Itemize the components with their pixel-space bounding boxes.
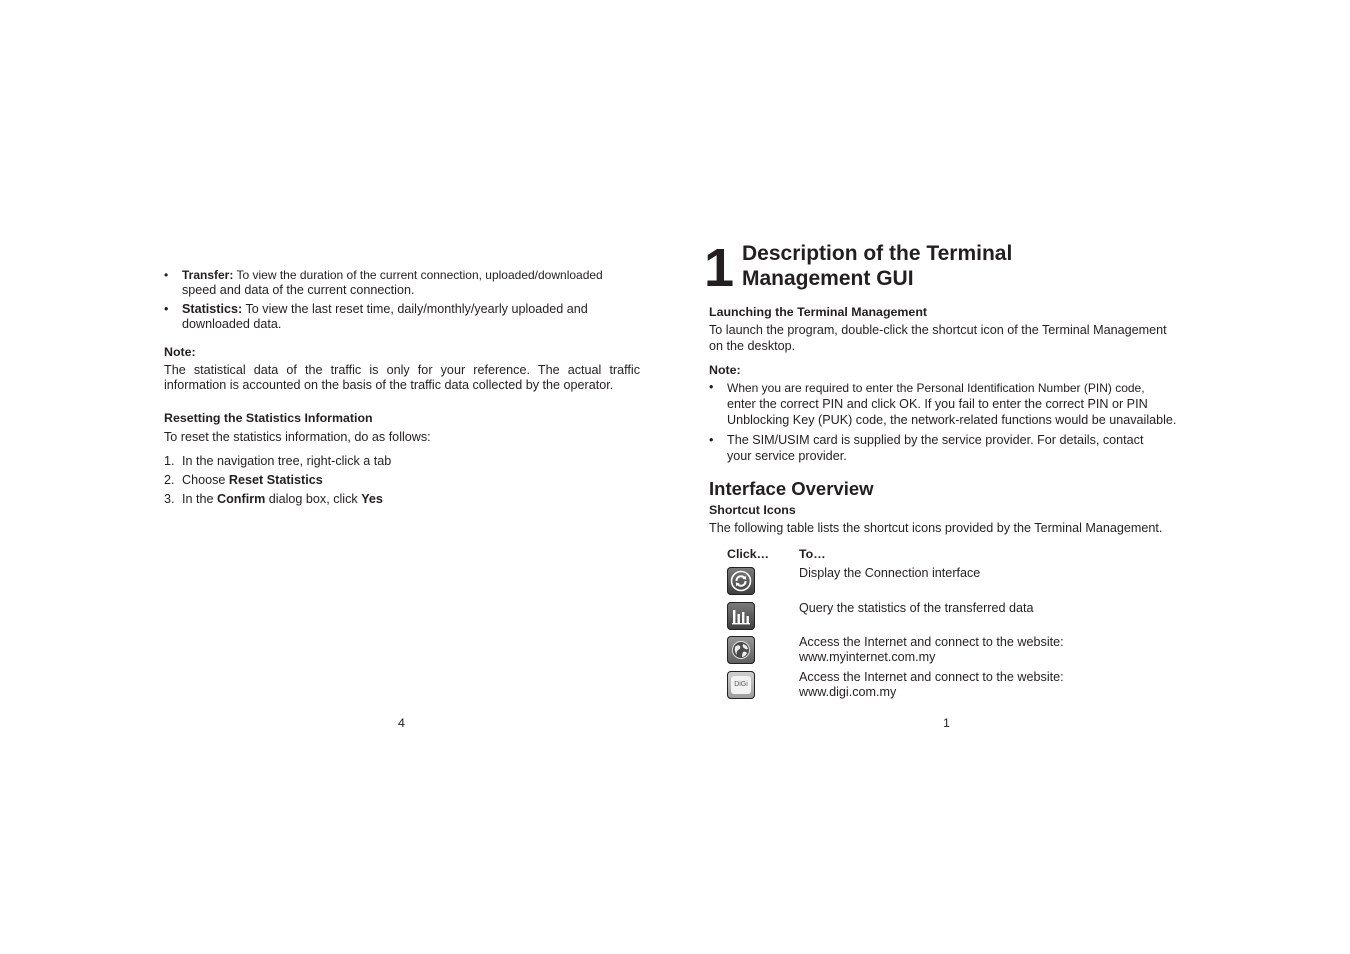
note-bullet-line3: Unblocking Key (PUK) code, the network-related functions would be unavailable. bbox=[727, 413, 1177, 427]
bullet-text: To view the last reset time, daily/monthly/yearly uploaded and bbox=[242, 302, 588, 316]
bullet-text-line2: speed and data of the current connection. bbox=[182, 283, 415, 297]
note-label: Note: bbox=[709, 363, 741, 377]
reset-intro: To reset the statistics information, do as follows: bbox=[164, 430, 431, 444]
bullet-text-line2: downloaded data. bbox=[182, 317, 282, 331]
row-text-line1: Access the Internet and connect to the website: bbox=[799, 670, 1064, 684]
note-bullet-pin bbox=[709, 380, 1209, 428]
chapter-title bbox=[742, 241, 1082, 291]
digi-icon bbox=[727, 671, 755, 699]
step-bold-2: Yes bbox=[361, 492, 383, 506]
table-row-myinternet bbox=[799, 635, 1129, 665]
section-title: Interface Overview bbox=[709, 478, 874, 499]
note-label: Note: bbox=[164, 345, 196, 359]
launch-heading: Launching the Terminal Management bbox=[709, 305, 928, 319]
bullet-term: Statistics: bbox=[182, 302, 243, 316]
chapter-title-line1: Description of the Terminal bbox=[742, 242, 1013, 265]
note-bullet-sim bbox=[709, 432, 1209, 464]
bullet-dot: • bbox=[164, 302, 169, 316]
chapter-number: 1 bbox=[704, 238, 733, 298]
table-row-statistics: Query the statistics of the transferred data bbox=[799, 601, 1034, 615]
step-text: Choose bbox=[182, 473, 229, 487]
note-bullet-line1: When you are required to enter the Personal Identification Number (PIN) code, bbox=[727, 381, 1145, 395]
bullet-dot: • bbox=[709, 380, 714, 394]
shortcut-heading: Shortcut Icons bbox=[709, 503, 796, 517]
note-text: The statistical data of the traffic is only for your reference. The actual traffic information is accounted on the basis of the traffic data collected by the operator. bbox=[164, 363, 640, 392]
shortcut-intro: The following table lists the shortcut icons provided by the Terminal Management. bbox=[709, 521, 1163, 535]
note-bullet-line2: enter the correct PIN and click OK. If you fail to enter the correct PIN or PIN bbox=[727, 397, 1148, 411]
bullet-term: Transfer: bbox=[182, 268, 234, 282]
bullet-dot: • bbox=[709, 433, 714, 447]
row-website: www.myinternet.com.my bbox=[799, 650, 936, 664]
connection-icon bbox=[727, 567, 755, 595]
step-text-mid: dialog box, click bbox=[265, 492, 362, 506]
note-bullet-list bbox=[709, 380, 1209, 468]
table-row-digi bbox=[799, 670, 1129, 700]
globe-icon bbox=[727, 636, 755, 664]
chapter-title-line2: Management GUI bbox=[742, 267, 914, 290]
table-row-connection: Display the Connection interface bbox=[799, 566, 981, 580]
step-bold: Confirm bbox=[217, 492, 266, 506]
step-bold: Reset Statistics bbox=[228, 473, 323, 487]
launch-text bbox=[709, 322, 1199, 354]
step-text: In the navigation tree, right-click a tab bbox=[182, 454, 392, 468]
launch-text-line2: on the desktop. bbox=[709, 339, 796, 353]
page-number: 1 bbox=[943, 716, 950, 730]
note-bullet-line2: your service provider. bbox=[727, 449, 847, 463]
step-number: 3. bbox=[164, 492, 175, 506]
note-bullet-line1: The SIM/USIM card is supplied by the service provider. For details, contact bbox=[727, 433, 1144, 447]
step-number: 2. bbox=[164, 473, 175, 487]
bullet-text: To view the duration of the current connection, uploaded/downloaded bbox=[233, 268, 603, 282]
step-number: 1. bbox=[164, 454, 175, 468]
row-website: www.digi.com.my bbox=[799, 685, 897, 699]
table-header-to: To… bbox=[799, 547, 826, 561]
row-text-line1: Access the Internet and connect to the website: bbox=[799, 635, 1064, 649]
page-number: 4 bbox=[398, 716, 405, 730]
step-text: In the bbox=[182, 492, 218, 506]
statistics-icon bbox=[727, 602, 755, 630]
bullet-dot: • bbox=[164, 268, 169, 282]
table-header-click: Click… bbox=[727, 547, 770, 561]
digi-logo: DiGi bbox=[731, 676, 751, 694]
reset-heading: Resetting the Statistics Information bbox=[164, 411, 373, 425]
launch-text-line1: To launch the program, double-click the shortcut icon of the Terminal Management bbox=[709, 323, 1167, 337]
